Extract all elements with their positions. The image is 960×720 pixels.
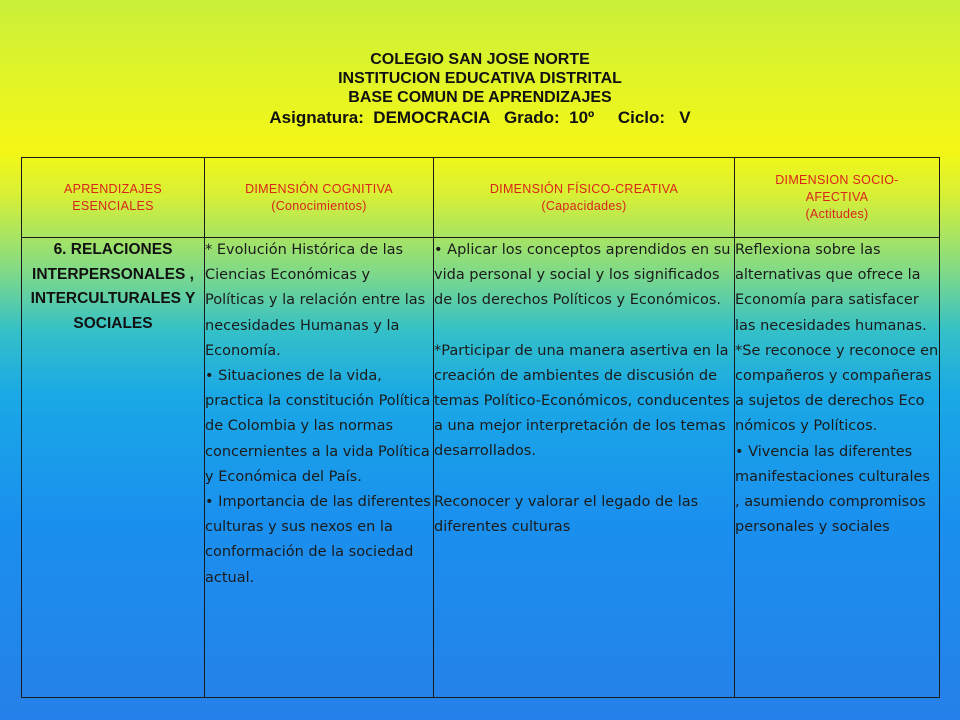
physical-item: *Participar de una manera asertiva en la creación de ambientes de discusión de temas Político-Económicos, conducentes a una mejor interpretación de los temas desarrollados. (434, 342, 730, 460)
socio-cell (735, 238, 940, 698)
column-header-socio-afectiva (735, 158, 940, 238)
cognitive-cell (205, 238, 434, 698)
spacer (434, 314, 734, 339)
table-header-row (22, 158, 940, 238)
table-row (22, 238, 940, 698)
base-title: BASE COMUN DE APRENDIZAJES (348, 89, 612, 106)
column-header-label: DIMENSION SOCIO-AFECTIVA (775, 173, 899, 204)
physical-item: Reconocer y valorar el legado de las diferentes culturas (434, 493, 699, 535)
cognitive-item: • Importancia de las diferentes culturas y sus nexos en la conformación de la sociedad actual. (205, 494, 431, 586)
column-header-label: DIMENSIÓN FÍSICO-CREATIVA (489, 181, 679, 196)
column-header-fisico-creativa (434, 158, 735, 238)
physical-item: • Aplicar los conceptos aprendidos en su vida personal y social y los significados de los derechos Políticos y Económicos. (434, 242, 731, 309)
spacer (434, 465, 734, 490)
institution-name: INSTITUCION EDUCATIVA DISTRITAL (338, 70, 622, 87)
socio-item: Reflexiona sobre las alternativas que ofrece la Economía para satisfacer las necesidades humanas. (735, 242, 927, 334)
column-header-cognitiva (205, 158, 434, 238)
column-header-aprendizajes (22, 158, 205, 238)
cognitive-item: • Situaciones de la vida, practica la constitución Política de Colombia y las normas concernientes a la vida Política y Económica del País. (205, 368, 431, 485)
column-header-label: DIMENSIÓN COGNITIVA (245, 181, 393, 196)
column-header-label: APRENDIZAJES ESENCIALES (63, 181, 163, 213)
school-name: COLEGIO SAN JOSE NORTE (370, 51, 590, 68)
physical-cell (434, 238, 735, 698)
column-header-sub: (Actitudes) (805, 207, 869, 221)
document-header (0, 50, 960, 128)
category-label: 6. RELACIONES INTERPERSONALES , INTERCULTURALES Y SOCIALES (30, 241, 196, 332)
socio-item: • Vivencia las diferentes manifestaciones culturales , asumiendo compromisos personales y sociales (735, 443, 930, 536)
socio-item: *Se reconoce y reconoce en compañeros y compañeras a sujetos de derechos Eco nómicos y Políticos. (735, 342, 939, 435)
category-cell (22, 238, 205, 698)
cognitive-item: * Evolución Histórica de las Ciencias Económicas y Políticas y la relación entre las necesidades Humanas y la Economía. (205, 242, 426, 359)
subject-line: Asignatura: DEMOCRACIA Grado: 10º Ciclo: V (269, 108, 691, 127)
column-header-sub: (Capacidades) (541, 198, 627, 213)
learning-table (21, 157, 940, 698)
column-header-sub: (Conocimientos) (271, 198, 367, 213)
